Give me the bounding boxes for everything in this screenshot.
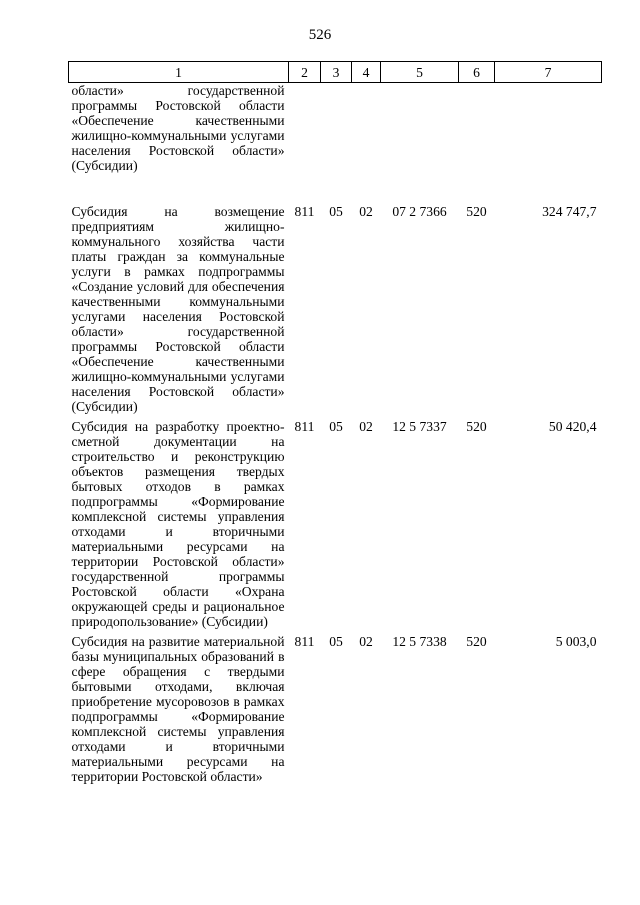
row-subsection-code	[352, 83, 381, 203]
column-header: 6	[459, 62, 495, 83]
budget-table	[68, 61, 602, 787]
page-number: 526	[308, 27, 332, 43]
column-header: 2	[289, 62, 321, 83]
row-subsection-code: 02	[359, 634, 373, 649]
row-ministry-code: 811	[294, 204, 315, 219]
row-description: Субсидия на возмещение предприятиям жилищно-коммунального хозяйства части платы граждан за коммунальные услуги в рамках подпрограммы «Создание условий для обеспечения качественными коммунальными услугами населения Ростовской области» государственной программы Ростовской области «Обеспечение качественными жилищно-коммунальными услугами населения Ростовской области» (Субсидии)	[71, 204, 285, 414]
table-row	[69, 417, 602, 632]
row-ministry-code: 811	[294, 419, 315, 434]
column-header: 4	[352, 62, 381, 83]
row-description: Субсидия на развитие материальной базы муниципальных образований в сфере обращения с твердыми бытовыми отходами, включая приобретение мусоровозов в рамках подпрограммы «Формирование комплексной системы управления отходами и вторичными материальными ресурсами на территории Ростовской области»	[71, 634, 285, 784]
row-target-article: 12 5 7338	[392, 634, 447, 649]
row-target-article	[381, 83, 459, 203]
row-subsection-code: 02	[359, 419, 373, 434]
row-ministry-code	[289, 83, 321, 203]
row-target-article: 12 5 7337	[392, 419, 447, 434]
row-expense-type: 520	[466, 419, 487, 434]
column-header: 3	[321, 62, 352, 83]
row-amount: 5 003,0	[555, 634, 597, 649]
row-amount	[495, 83, 602, 203]
row-description: Субсидия на разработку проектно-сметной документации на строительство и реконструкцию объектов размещения твердых бытовых отходов в рамках подпрограммы «Формирование комплексной системы управления отходами и вторичными материальными ресурсами на территории Ростовской области» государственной программы Ростовской области «Охрана окружающей среды и рациональное природопользование» (Субсидии)	[71, 419, 285, 629]
row-amount: 324 747,7	[542, 204, 597, 219]
row-section-code	[321, 83, 352, 203]
row-section-code: 05	[329, 419, 343, 434]
table-row	[69, 83, 602, 203]
table-row	[69, 202, 602, 417]
row-expense-type: 520	[466, 204, 487, 219]
column-header: 1	[69, 62, 289, 83]
row-section-code: 05	[329, 634, 343, 649]
table-header-row	[69, 62, 602, 83]
row-target-article: 07 2 7366	[392, 204, 447, 219]
row-expense-type	[459, 83, 495, 203]
row-subsection-code: 02	[359, 204, 373, 219]
column-header: 5	[381, 62, 459, 83]
row-ministry-code: 811	[294, 634, 315, 649]
table-row	[69, 632, 602, 787]
column-header: 7	[495, 62, 602, 83]
row-description: области» государственной программы Ростовской области «Обеспечение качественными жилищно-коммунальными услугами населения Ростовской области» (Субсидии)	[71, 83, 285, 173]
row-amount: 50 420,4	[548, 419, 597, 434]
row-expense-type: 520	[466, 634, 487, 649]
row-section-code: 05	[329, 204, 343, 219]
